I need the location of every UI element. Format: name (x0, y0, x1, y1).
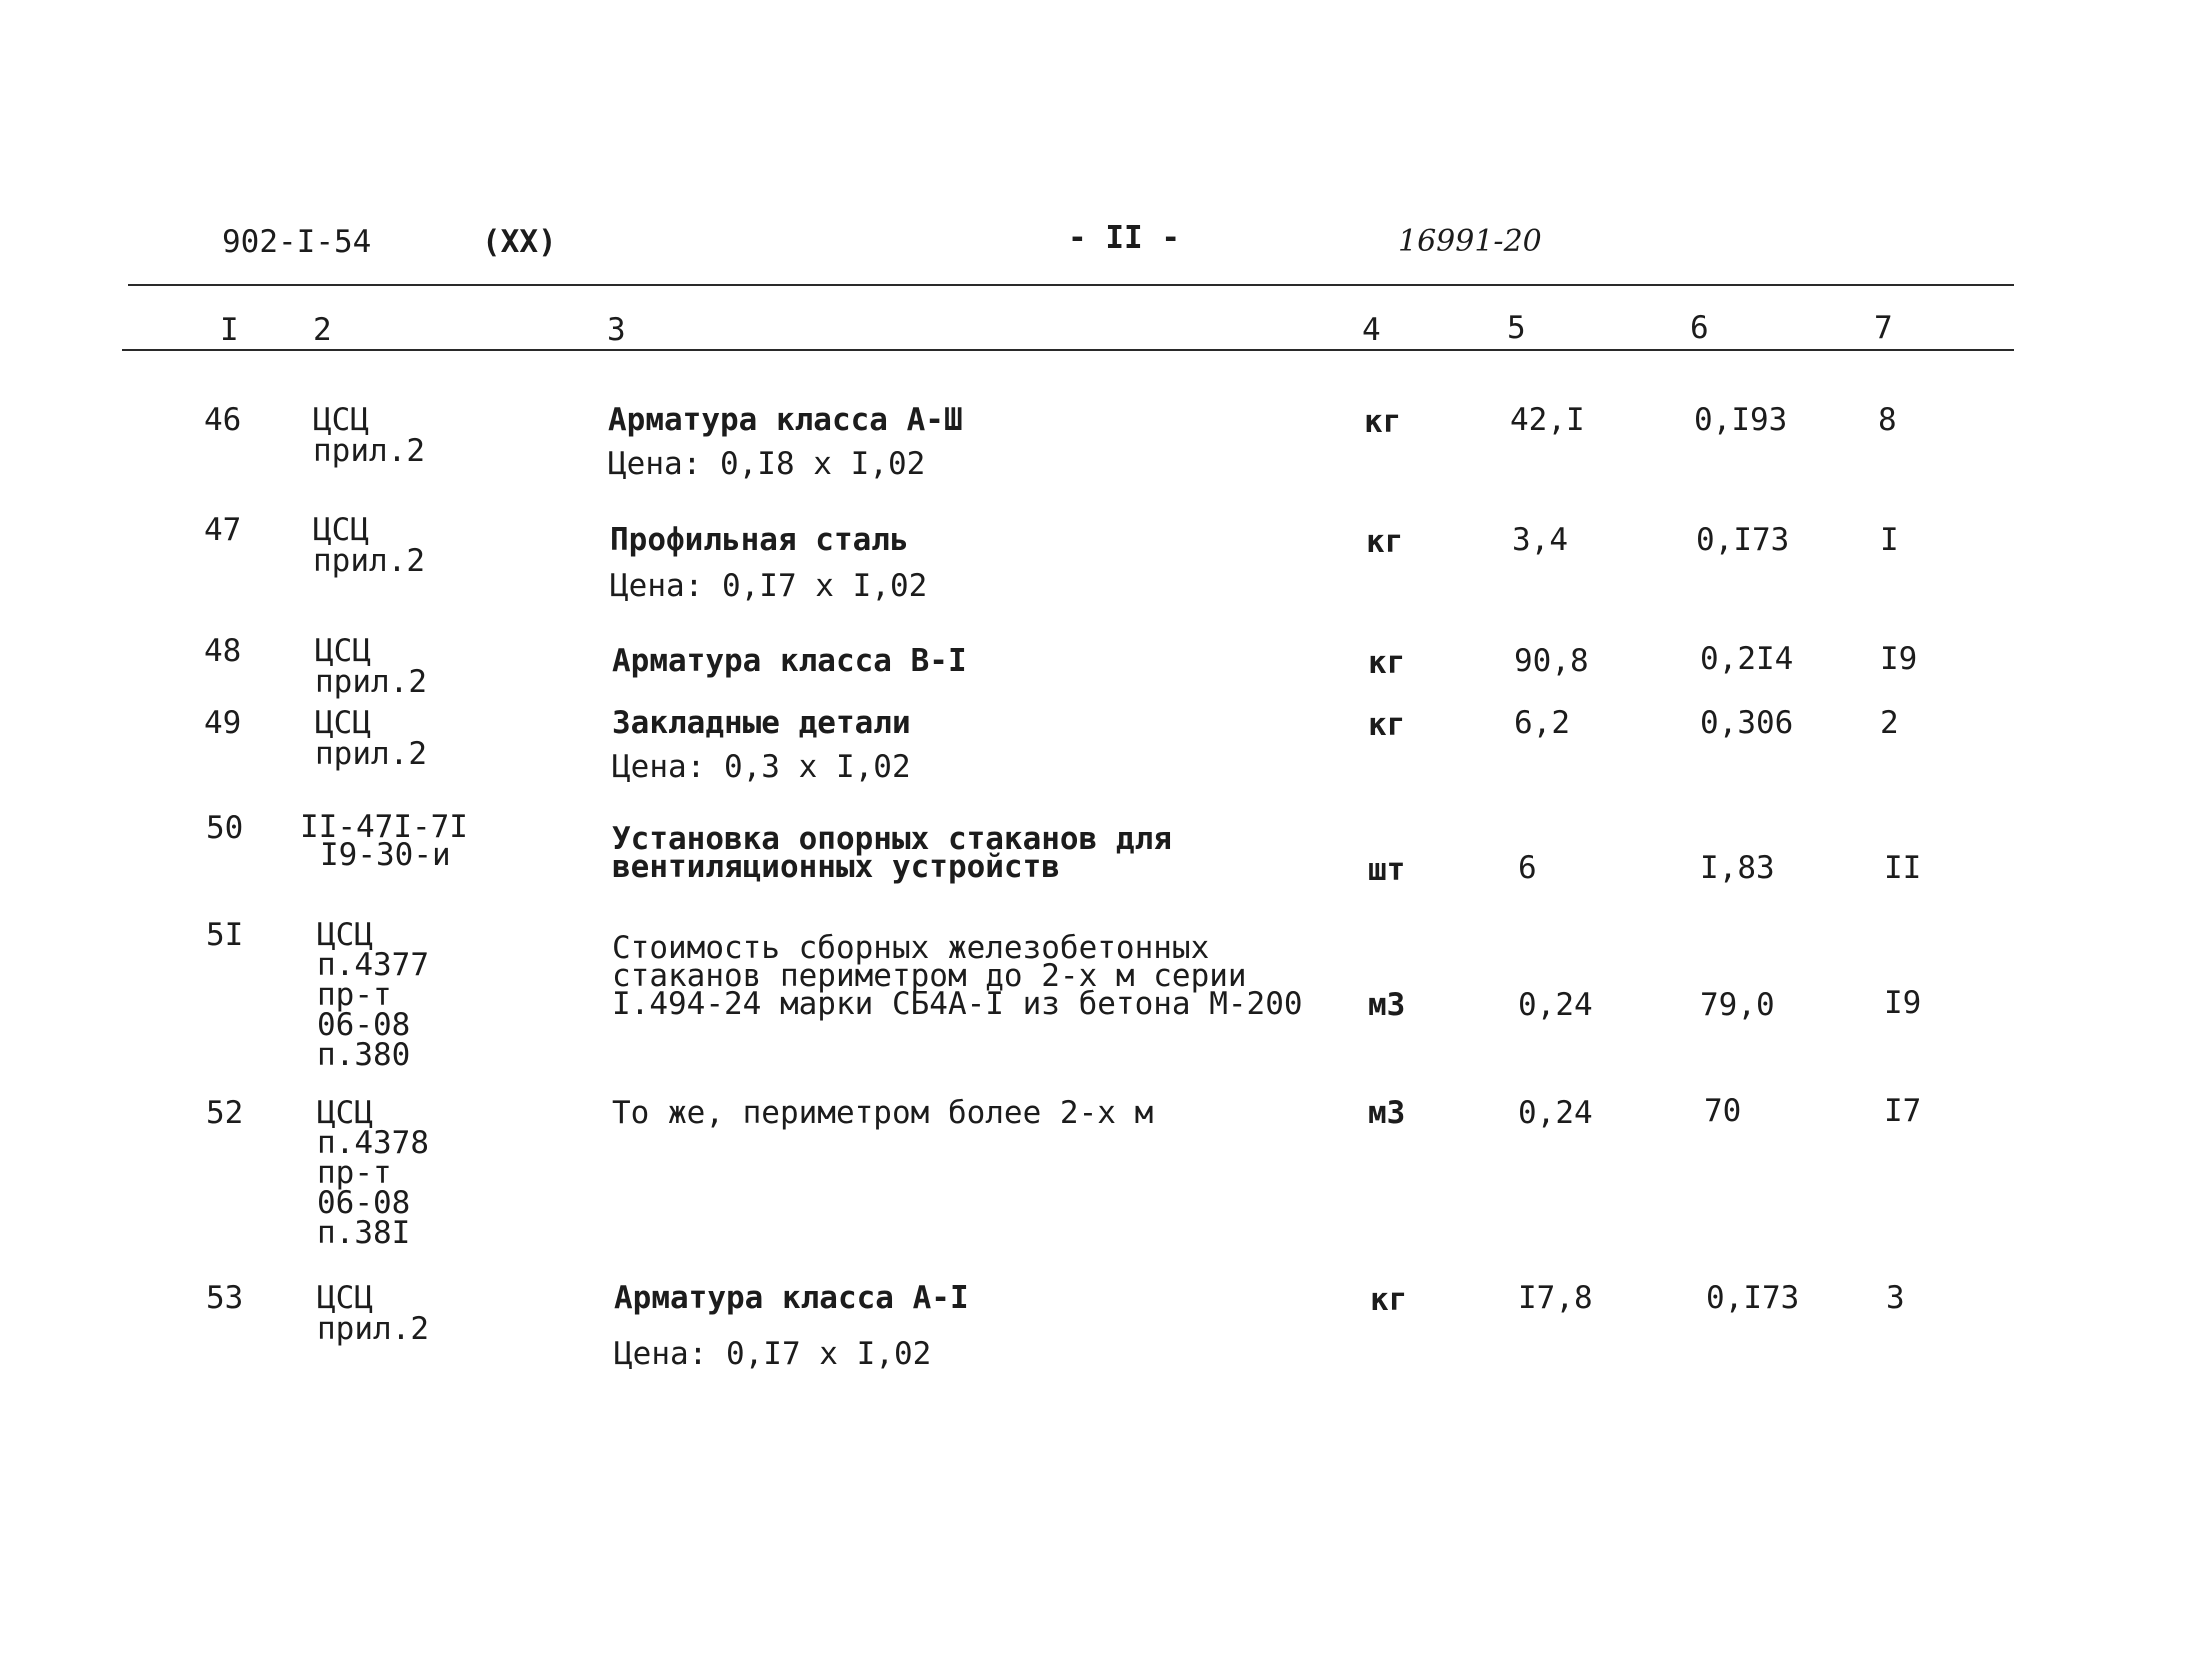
reference-line: ЦСЦ (315, 705, 371, 741)
unit-cost-cell: 70 (1704, 1093, 1742, 1129)
price-formula: Цена: 0,3 x I,02 (612, 749, 911, 785)
reference-line: прил.2 (313, 433, 425, 469)
reference-line: 06-08 (317, 1185, 411, 1221)
total-cell: I9 (1880, 641, 1918, 677)
reference-line: ЦСЦ (317, 917, 373, 953)
quantity-cell: 90,8 (1514, 643, 1589, 679)
unit-cost-cell: 0,I73 (1706, 1280, 1800, 1316)
column-header-3: 3 (607, 312, 626, 348)
total-cell: I9 (1884, 985, 1922, 1021)
unit-cost-cell: 0,2I4 (1700, 641, 1794, 677)
reference-line: I9-30-и (320, 837, 451, 873)
column-header-2: 2 (313, 312, 332, 348)
unit-cell: кг (1368, 707, 1406, 743)
description-cell (612, 1095, 1154, 1131)
quantity-cell: 0,24 (1518, 1095, 1593, 1131)
quantity-cell: 3,4 (1512, 522, 1568, 558)
row-number: 47 (204, 512, 242, 548)
description-line: Профильная сталь (610, 522, 909, 558)
total-cell: 8 (1878, 402, 1897, 438)
total-cell: 3 (1886, 1280, 1905, 1316)
reference-line: прил.2 (315, 736, 427, 772)
description-line: Арматура класса А-Ш (608, 402, 963, 438)
description-cell (610, 522, 909, 558)
reference-line: ЦСЦ (313, 402, 369, 438)
reference-line: п.38I (317, 1215, 411, 1251)
reference-cell (315, 705, 427, 772)
description-line: То же, периметром более 2-х м (612, 1095, 1154, 1131)
unit-cost-cell: 0,I93 (1694, 402, 1788, 438)
unit-cell: кг (1364, 404, 1402, 440)
page-number: - II - (1068, 220, 1180, 256)
row-number: 48 (204, 633, 242, 669)
unit-cell: кг (1370, 1282, 1408, 1318)
description-cell (612, 821, 1172, 885)
row-number: 49 (204, 705, 242, 741)
reference-line: прил.2 (313, 543, 425, 579)
price-formula: Цена: 0,I8 x I,02 (608, 446, 926, 482)
unit-cell: кг (1366, 524, 1404, 560)
description-line: Установка опорных стаканов для (612, 821, 1172, 857)
unit-cost-cell: 79,0 (1700, 987, 1775, 1023)
description-line: Стоимость сборных железобетонных (612, 930, 1210, 966)
reference-cell (317, 1095, 429, 1251)
quantity-cell: I7,8 (1518, 1280, 1593, 1316)
reference-cell (317, 917, 429, 1073)
reference-line: ЦСЦ (317, 1095, 373, 1131)
reference-line: прил.2 (317, 1311, 429, 1347)
reference-cell (313, 512, 425, 579)
description-line: I.494-24 марки СБ4А-I из бетона М-200 (612, 986, 1303, 1022)
unit-cost-cell: 0,I73 (1696, 522, 1790, 558)
column-header-7: 7 (1874, 310, 1893, 346)
reference-line: пр-т (317, 1155, 392, 1191)
description-line: Арматура класса А-I (614, 1280, 969, 1316)
column-header-1: I (220, 312, 239, 348)
description-cell (614, 1280, 969, 1316)
header-bottom-rule (122, 349, 2014, 351)
unit-cell: кг (1368, 645, 1406, 681)
reference-line: ЦСЦ (313, 512, 369, 548)
description-cell (612, 930, 1303, 1022)
section-label: (XX) (482, 224, 557, 260)
row-number: 52 (206, 1095, 244, 1131)
column-header-4: 4 (1362, 312, 1381, 348)
reference-line: прил.2 (315, 664, 427, 700)
row-number: 50 (206, 810, 244, 846)
reference-line: п.380 (317, 1037, 411, 1073)
reference-line: ЦСЦ (317, 1280, 373, 1316)
description-cell (608, 402, 963, 438)
unit-cost-cell: 0,306 (1700, 705, 1794, 741)
reference-line: п.4378 (317, 1125, 429, 1161)
reference-cell (315, 633, 427, 700)
column-header-5: 5 (1507, 310, 1526, 346)
quantity-cell: 6 (1518, 850, 1537, 886)
reference-cell (317, 1280, 429, 1347)
quantity-cell: 6,2 (1514, 705, 1570, 741)
unit-cell: м3 (1368, 987, 1406, 1023)
row-number: 53 (206, 1280, 244, 1316)
total-cell: II (1884, 850, 1922, 886)
unit-cell: м3 (1368, 1095, 1406, 1131)
reference-cell (300, 809, 468, 873)
unit-cost-cell: I,83 (1700, 850, 1775, 886)
unit-cell: шт (1368, 852, 1406, 888)
total-cell: I7 (1884, 1093, 1922, 1129)
top-rule (128, 284, 2014, 286)
reference-cell (313, 402, 425, 469)
quantity-cell: 42,I (1510, 402, 1585, 438)
total-cell: I (1880, 522, 1899, 558)
description-cell (612, 705, 911, 741)
reference-line: 06-08 (317, 1007, 411, 1043)
description-line: Закладные детали (612, 705, 911, 741)
description-line: стаканов периметром до 2-х м серии (612, 958, 1247, 994)
price-formula: Цена: 0,I7 x I,02 (610, 568, 928, 604)
column-header-6: 6 (1690, 310, 1709, 346)
row-number: 5I (206, 917, 244, 953)
description-line: вентиляционных устройств (612, 849, 1060, 885)
description-cell (612, 643, 967, 679)
quantity-cell: 0,24 (1518, 987, 1593, 1023)
row-number: 46 (204, 402, 242, 438)
reference-line: II-47I-7I (300, 809, 468, 845)
reference-line: п.4377 (317, 947, 429, 983)
handwritten-number: 16991-20 (1398, 224, 1542, 259)
price-formula: Цена: 0,I7 x I,02 (614, 1336, 932, 1372)
total-cell: 2 (1880, 705, 1899, 741)
document-code: 902-I-54 (222, 224, 372, 260)
reference-line: ЦСЦ (315, 633, 371, 669)
reference-line: пр-т (317, 977, 392, 1013)
description-line: Арматура класса В-I (612, 643, 967, 679)
